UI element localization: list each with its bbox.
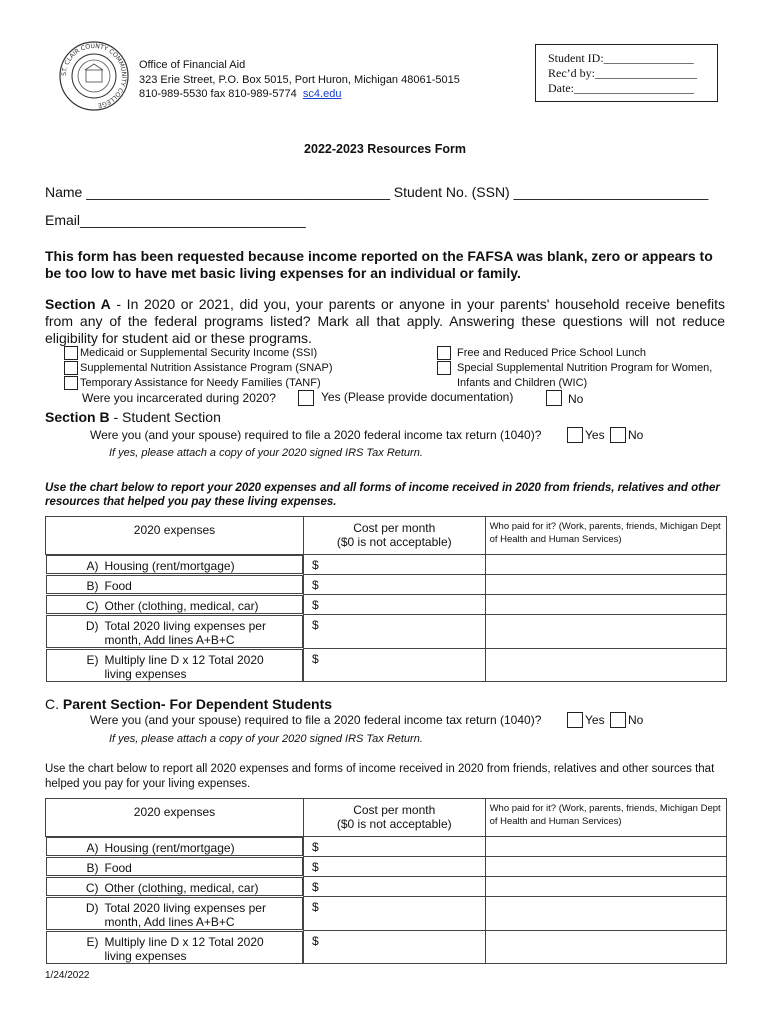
expenses-table-student [45, 516, 727, 682]
row-label [46, 931, 303, 964]
row-label [46, 649, 303, 682]
who-paid-cell[interactable] [485, 555, 726, 575]
who-paid-cell[interactable] [485, 575, 726, 595]
b-no-label: No [628, 428, 644, 442]
row-label [46, 555, 303, 574]
table-row [46, 555, 727, 575]
incarcerated-no-label: No [568, 392, 584, 406]
office-info [139, 58, 460, 102]
table-row [46, 931, 727, 964]
cost-cell[interactable]: $ [303, 615, 485, 649]
table-row [46, 837, 727, 857]
who-paid-cell[interactable] [485, 615, 726, 649]
date-field: Date:____________________ [548, 81, 694, 95]
seal-text: ST. CLAIR COUNTY COMMUNITY COLLEGE [60, 42, 128, 109]
table-header-row [46, 517, 727, 555]
checkbox-c-yes[interactable] [567, 712, 583, 728]
office-use-box [535, 44, 718, 102]
program-medicaid: Medicaid or Supplemental Security Income (SSI) [80, 347, 318, 359]
header-cost-line2: ($0 is not acceptable) [336, 817, 452, 831]
table-row [46, 649, 727, 682]
phone-fax: 810-989-5530 fax 810-989-5774 [139, 88, 297, 100]
recd-by-field: Rec’d by:_________________ [548, 66, 697, 80]
row-label [46, 837, 303, 856]
who-paid-cell[interactable] [485, 649, 726, 682]
who-paid-cell[interactable] [485, 931, 726, 964]
who-paid-cell[interactable] [485, 877, 726, 897]
row-letter: A) [86, 841, 99, 855]
table-row [46, 897, 727, 931]
program-tanf: Temporary Assistance for Needy Families (TANF) [80, 377, 321, 389]
table-row [46, 575, 727, 595]
name-ssn-line[interactable]: Name _______________________________________ Student No. (SSN) _________________________ [45, 184, 709, 200]
expenses-table-parent [45, 798, 727, 964]
header-expenses: 2020 expenses [46, 517, 304, 555]
row-text: Food [104, 860, 132, 875]
row-text: Multiply line D x 12 Total 2020 living expenses [104, 652, 264, 681]
row-text: Housing (rent/mortgage) [104, 559, 235, 573]
row-letter: E) [86, 652, 99, 667]
section-b-note: If yes, please attach a copy of your 2020 signed IRS Tax Return. [109, 447, 423, 459]
incarcerated-yes-label: Yes (Please provide documentation) [321, 390, 514, 404]
who-paid-cell[interactable] [485, 595, 726, 615]
section-b-label: Section B [45, 409, 110, 425]
cost-cell[interactable]: $ [303, 897, 485, 931]
who-paid-cell[interactable] [485, 837, 726, 857]
row-letter: B) [86, 860, 99, 875]
section-b-question: Were you (and your spouse) required to file a 2020 federal income tax return (1040)? [90, 428, 542, 442]
row-letter: D) [85, 900, 99, 915]
b-yes-label: Yes [585, 428, 605, 442]
header-cost-line1: Cost per month [353, 803, 436, 817]
row-letter: C) [85, 880, 99, 895]
table-row [46, 595, 727, 615]
section-c-question: Were you (and your spouse) required to file a 2020 federal income tax return (1040)? [90, 713, 542, 727]
college-seal [58, 40, 130, 112]
row-text: Multiply line D x 12 Total 2020 living expenses [104, 934, 264, 963]
program-wic-line2: Infants and Children (WIC) [457, 377, 588, 389]
cost-cell[interactable]: $ [303, 931, 485, 964]
program-wic-line1: Special Supplemental Nutrition Program for Women, [457, 362, 713, 374]
section-c-chart-intro: Use the chart below to report all 2020 expenses and forms of income received in 2020 from friends, relatives and other sources that helped you pay for your living expenses. [45, 763, 715, 790]
intro-text: This form has been requested because income reported on the FAFSA was blank, zero or appears to be too low to have met basic living expenses for an individual or family. [45, 248, 713, 281]
section-c-label: Parent Section- For Dependent Students [62, 696, 333, 712]
table-row [46, 877, 727, 897]
header-cost-line2: ($0 is not acceptable) [336, 535, 452, 549]
incarcerated-question: Were you incarcerated during 2020? [82, 391, 276, 405]
section-c-prefix: C. [45, 696, 63, 712]
row-text: Total 2020 living expenses per month, Add lines A+B+C [104, 618, 266, 647]
program-school-lunch: Free and Reduced Price School Lunch [457, 347, 646, 359]
row-letter: D) [85, 618, 99, 633]
checkbox-b-no[interactable] [610, 427, 626, 443]
c-no-label: No [628, 713, 644, 727]
svg-text:ST. CLAIR COUNTY COMMUNITY COL [61, 43, 127, 109]
student-id-field: Student ID:_______________ [548, 51, 694, 65]
row-text: Other (clothing, medical, car) [104, 880, 259, 895]
c-yes-label: Yes [585, 713, 605, 727]
row-letter: E) [86, 934, 99, 949]
checkbox-snap[interactable] [64, 361, 78, 375]
checkbox-medicaid[interactable] [64, 346, 78, 360]
cost-cell[interactable]: $ [303, 595, 485, 615]
row-label [46, 877, 303, 896]
checkbox-wic[interactable] [437, 361, 451, 375]
header-cost [303, 799, 485, 837]
header-who-paid: Who paid for it? (Work, parents, friends, Michigan Dept of Health and Human Services) [485, 799, 726, 837]
checkbox-c-no[interactable] [610, 712, 626, 728]
row-text: Total 2020 living expenses per month, Add lines A+B+C [104, 900, 266, 929]
row-label [46, 897, 303, 930]
section-a-body: - In 2020 or 2021, did you, your parents or anyone in your parents' household receive benefits from any of the federal programs listed? Mark all that apply. Answering these questions will not reduce eligibility for student aid or these programs. [45, 296, 725, 346]
cost-cell[interactable]: $ [303, 575, 485, 595]
header-cost [303, 517, 485, 555]
office-name: Office of Financial Aid [139, 59, 246, 71]
email-line[interactable]: Email_____________________________ [45, 212, 306, 228]
website-link[interactable]: sc4.edu [302, 88, 342, 100]
header-who-paid: Who paid for it? (Work, parents, friends, Michigan Dept of Health and Human Services) [485, 517, 726, 555]
table-row [46, 615, 727, 649]
who-paid-cell[interactable] [485, 897, 726, 931]
table-header-row [46, 799, 727, 837]
row-label [46, 575, 303, 594]
checkbox-b-yes[interactable] [567, 427, 583, 443]
header-cost-line1: Cost per month [353, 521, 436, 535]
checkbox-incarcerated-no[interactable] [546, 390, 562, 406]
section-b-heading [45, 409, 221, 425]
footer-date: 1/24/2022 [45, 970, 90, 981]
office-contact [139, 87, 460, 102]
header-expenses: 2020 expenses [46, 799, 304, 837]
office-address: 323 Erie Street, P.O. Box 5015, Port Huron, Michigan 48061-5015 [139, 73, 460, 86]
row-letter: A) [86, 559, 99, 573]
cost-cell[interactable]: $ [303, 837, 485, 857]
row-text: Housing (rent/mortgage) [104, 841, 235, 855]
checkbox-school-lunch[interactable] [437, 346, 451, 360]
row-label [46, 857, 303, 876]
table-row [46, 857, 727, 877]
cost-cell[interactable]: $ [303, 877, 485, 897]
section-a-label: Section A [45, 296, 111, 312]
cost-cell[interactable]: $ [303, 649, 485, 682]
row-label [46, 595, 303, 614]
section-b-title: - Student Section [109, 409, 221, 425]
row-text: Other (clothing, medical, car) [104, 598, 259, 613]
row-label [46, 615, 303, 648]
section-b-chart-intro: Use the chart below to report your 2020 expenses and all forms of income received in 2020 from friends, relatives and other resources that helped you pay these living expenses. [45, 482, 720, 508]
form-title: 2022-2023 Resources Form [304, 142, 466, 156]
cost-cell[interactable]: $ [303, 555, 485, 575]
section-a-text [45, 296, 725, 347]
who-paid-cell[interactable] [485, 857, 726, 877]
program-snap: Supplemental Nutrition Assistance Program (SNAP) [80, 362, 333, 374]
checkbox-tanf[interactable] [64, 376, 78, 390]
row-text: Food [104, 578, 132, 593]
section-c-heading [45, 696, 332, 712]
row-letter: B) [86, 578, 99, 593]
checkbox-incarcerated-yes[interactable] [298, 390, 314, 406]
row-letter: C) [85, 598, 99, 613]
section-c-note: If yes, please attach a copy of your 2020 signed IRS Tax Return. [109, 733, 423, 745]
cost-cell[interactable]: $ [303, 857, 485, 877]
